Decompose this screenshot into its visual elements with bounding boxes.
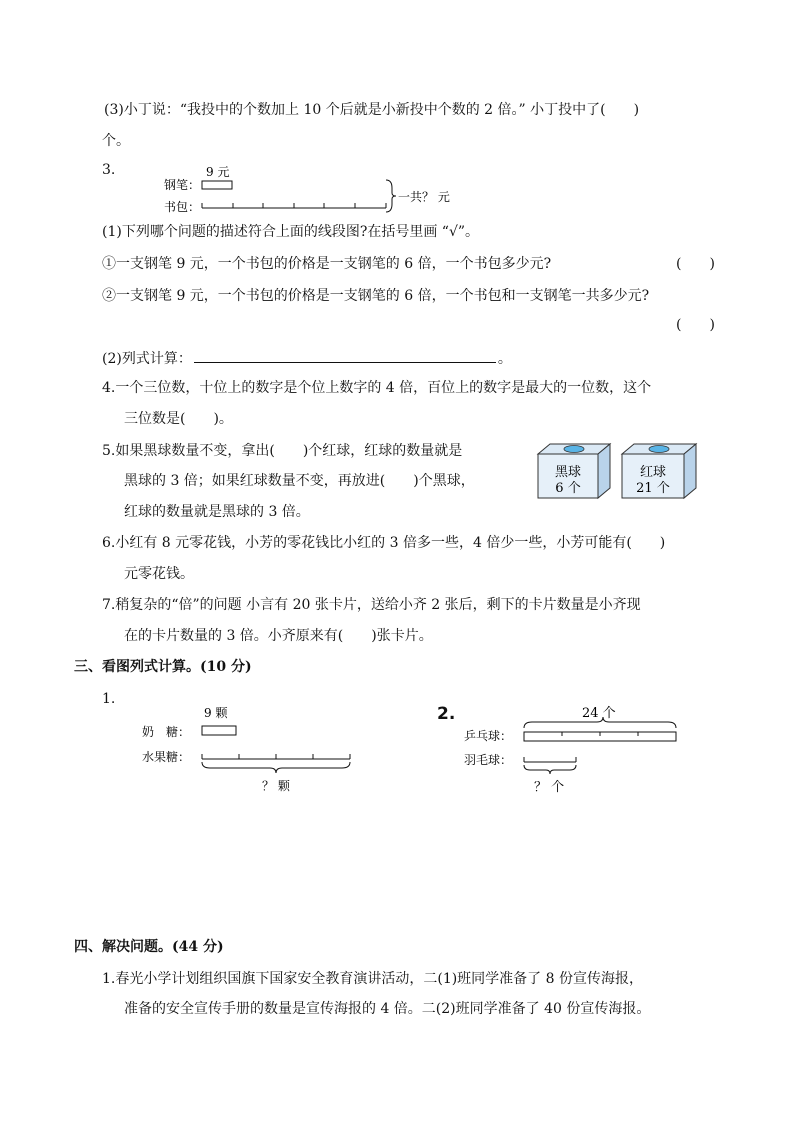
q3-answer-line[interactable] xyxy=(194,348,496,363)
d2-bottom-label: ？ 个 xyxy=(534,780,565,795)
q2-3-line2: 个。 xyxy=(102,133,130,149)
black-ball-box xyxy=(538,444,610,498)
q6-line1: 6.小红有 8 元零花钱，小芳的零花钱比小红的 3 倍多一些，4 倍少一些，小芳可能有( ) xyxy=(102,535,666,551)
q6-line2: 元零花钱。 xyxy=(124,566,194,582)
black-ball-count: 6 个 xyxy=(555,481,581,496)
d2-row1-label: 乒乓球： xyxy=(464,729,513,743)
d1-row1-label: 奶 糖： xyxy=(142,725,191,739)
sec3-diagram2-number: 2. xyxy=(437,704,456,724)
d1-row2-label: 水果糖： xyxy=(142,750,191,764)
q7-line2: 在的卡片数量的 3 倍。小齐原来有( )张卡片。 xyxy=(124,628,433,644)
d2-top-label: 24 个 xyxy=(582,706,616,721)
sec4-q1-line1: 1.春光小学计划组织国旗下国家安全教育演讲活动，二(1)班同学准备了 8 份宣传海报， xyxy=(102,971,643,987)
red-ball-box xyxy=(622,444,696,498)
q3-total-label: 一共？ 元 xyxy=(398,190,450,204)
q3-number: 3. xyxy=(102,162,116,178)
q3-bag-label: 书包： xyxy=(164,200,201,214)
q3-option1-answer[interactable]: ( ) xyxy=(676,256,715,272)
q3-part2-label: (2)列式计算： xyxy=(102,351,192,367)
q3-pen-label: 钢笔： xyxy=(164,178,201,192)
q5-line2: 黑球的 3 倍；如果红球数量不变，再放进( )个黑球， xyxy=(124,473,475,489)
section-4-title: 四、解决问题。(44 分) xyxy=(74,939,224,955)
d1-bottom-label: ？ 颗 xyxy=(262,779,290,793)
q3-option2-answer[interactable]: ( ) xyxy=(676,317,715,333)
q7-line1: 7.稍复杂的“倍”的问题 小言有 20 张卡片，送给小齐 2 张后，剩下的卡片数量是小齐现 xyxy=(102,597,641,613)
sec3-diagram1 xyxy=(140,700,360,800)
q4-line1: 4.一个三位数，十位上的数字是个位上数字的 4 倍，百位上的数字是最大的一位数，这个 xyxy=(102,380,652,396)
q3-part1: (1)下列哪个问题的描述符合上面的线段图?在括号里画 “√”。 xyxy=(102,224,480,240)
q3-part2-end: 。 xyxy=(497,351,512,367)
sec3-diagram1-number: 1. xyxy=(102,691,116,707)
red-ball-count: 21 个 xyxy=(636,481,670,496)
black-ball-label: 黑球 xyxy=(554,465,582,480)
sec4-q1-line2: 准备的安全宣传手册的数量是宣传海报的 4 倍。二(2)班同学准备了 40 份宣传海报。 xyxy=(124,1001,651,1017)
q2-3-line1: (3)小丁说：“我投中的个数加上 10 个后就是小新投中个数的 2 倍。” 小丁投中了( ) xyxy=(104,102,640,118)
q3-segment-diagram xyxy=(160,160,470,218)
red-ball-label: 红球 xyxy=(639,465,667,480)
q3-pen-price: 9 元 xyxy=(206,165,230,179)
q3-option1: ①一支钢笔 9 元，一个书包的价格是一支钢笔的 6 倍，一个书包多少元? xyxy=(102,256,552,272)
q3-option2: ②一支钢笔 9 元，一个书包的价格是一支钢笔的 6 倍，一个书包和一支钢笔一共多少元? xyxy=(102,288,650,304)
q5-ball-boxes xyxy=(536,440,706,500)
q3-part2 xyxy=(102,348,512,369)
d1-top-label: 9 颗 xyxy=(204,706,228,720)
section-3-title: 三、看图列式计算。(10 分) xyxy=(74,659,252,675)
d2-row2-label: 羽毛球： xyxy=(464,753,513,767)
sec3-diagram2 xyxy=(462,700,692,800)
q5-line3: 红球的数量就是黑球的 3 倍。 xyxy=(124,504,310,520)
q5-line1: 5.如果黑球数量不变，拿出( )个红球，红球的数量就是 xyxy=(102,443,463,459)
q4-line2: 三位数是( )。 xyxy=(124,411,233,427)
